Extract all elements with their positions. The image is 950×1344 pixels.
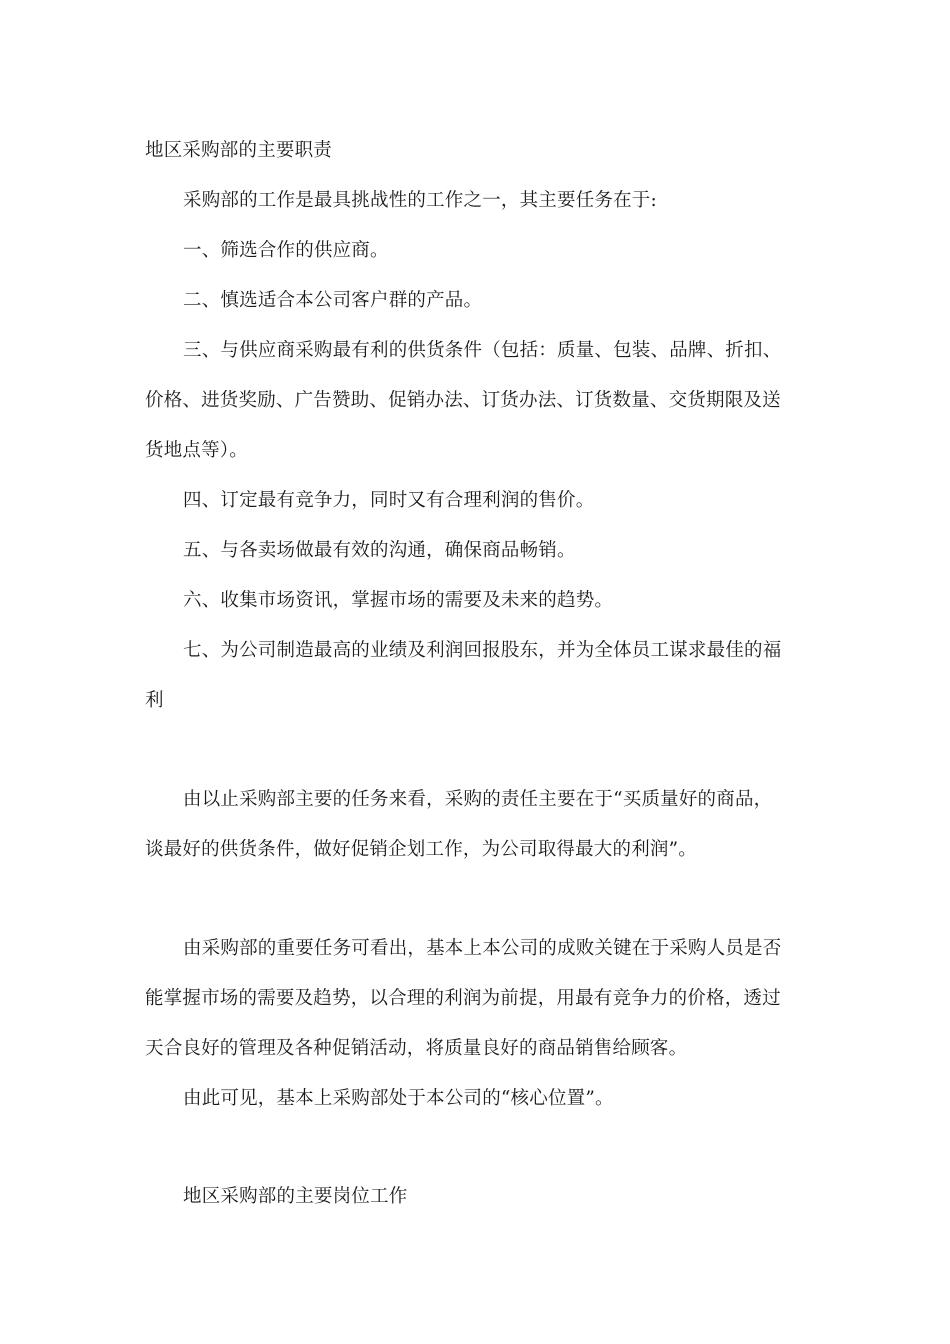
summary2-line-1: 由采购部的重要任务可看出，基本上本公司的成败关键在于采购人员是否 [183,938,782,959]
task-3-line-1: 三、与供应商采购最有利的供货条件（包括：质量、包装、品牌、折扣、 [183,340,782,361]
conclusion-paragraph: 由此可见，基本上采购部处于本公司的“核心位置”。 [183,1088,614,1109]
summary2-line-3: 天合良好的管理及各种促销活动，将质量良好的商品销售给顾客。 [145,1038,688,1059]
task-1: 一、筛选合作的供应商。 [183,240,389,261]
task-7-line-2: 利 [145,690,164,711]
task-3-line-3: 货地点等）。 [145,440,248,461]
task-2: 二、慎选适合本公司客户群的产品。 [183,290,483,311]
task-7-line-1: 七、为公司制造最高的业绩及利润回报股东，并为全体员工谋求最佳的福 [183,640,782,661]
summary2-line-2: 能掌握市场的需要及趋势，以合理的利润为前提，用最有竞争力的价格，透过 [145,988,781,1009]
task-4: 四、订定最有竞争力，同时又有合理利润的售价。 [183,490,595,511]
summary1-line-1: 由以止采购部主要的任务来看，采购的责任主要在于“买质量好的商品， [183,789,773,810]
section2-heading: 地区采购部的主要岗位工作 [183,1186,408,1207]
summary1-line-2: 谈最好的供货条件，做好促销企划工作，为公司取得最大的利润”。 [145,839,697,860]
task-6: 六、收集市场资讯，掌握市场的需要及未来的趋势。 [183,590,614,611]
intro-paragraph: 采购部的工作是最具挑战性的工作之一，其主要任务在于: [183,190,657,211]
document-title: 地区采购部的主要职责 [145,140,333,161]
task-3-line-2: 价格、进货奖励、广告赞助、促销办法、订货办法、订货数量、交货期限及送 [145,390,781,411]
task-5: 五、与各卖场做最有效的沟通，确保商品畅销。 [183,540,576,561]
